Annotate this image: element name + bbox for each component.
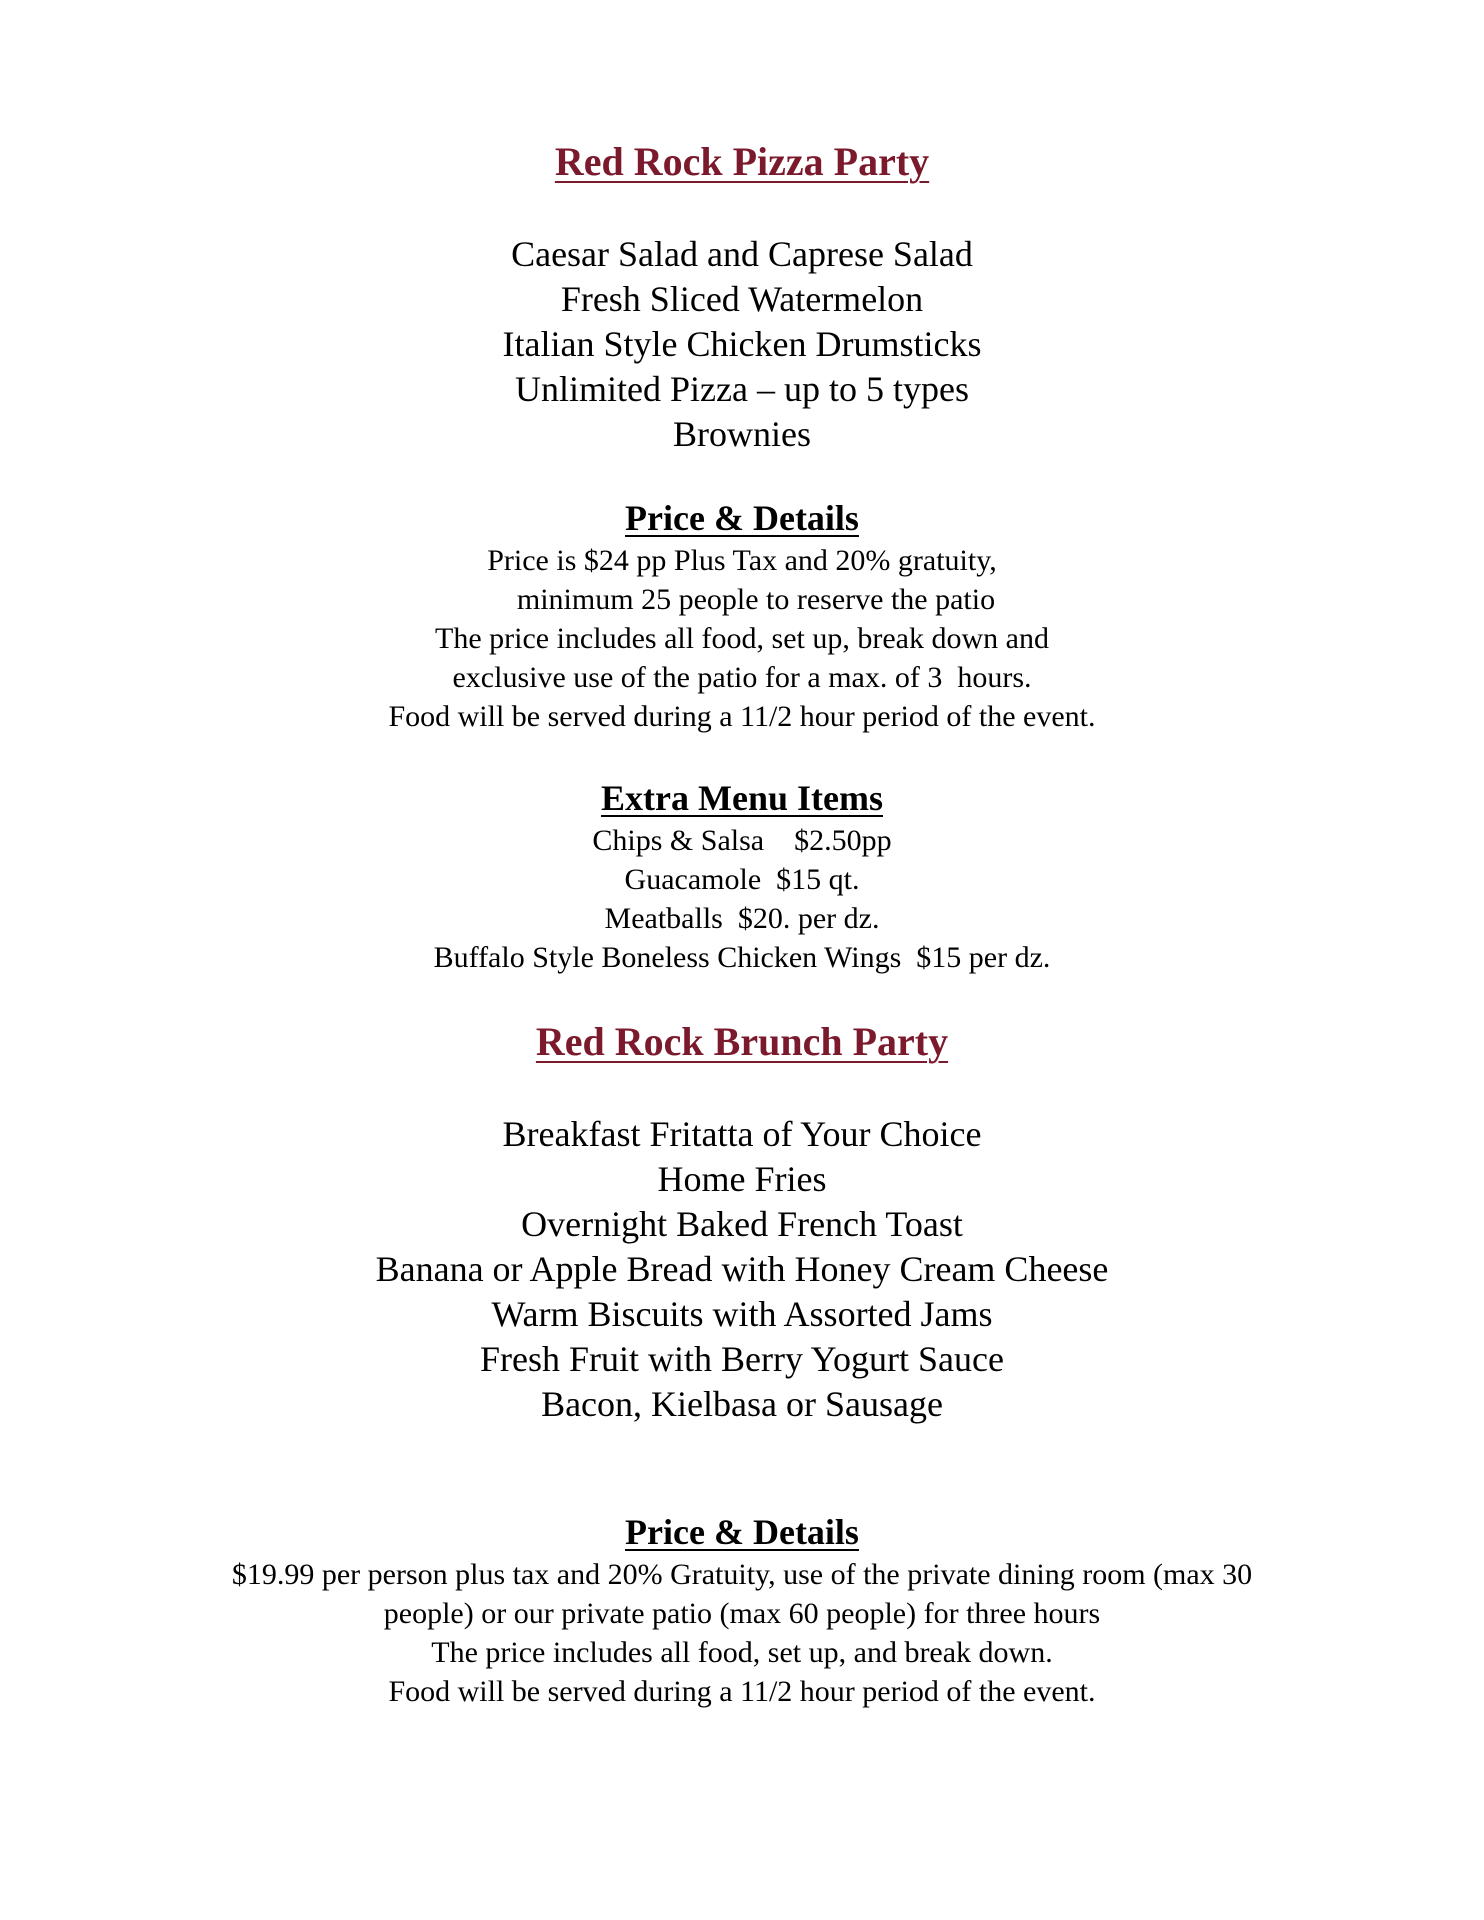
brunch-menu-item: Overnight Baked French Toast — [521, 1204, 963, 1244]
brunch-menu-item: Bacon, Kielbasa or Sausage — [541, 1384, 943, 1424]
pizza-details-line: exclusive use of the patio for a max. of 3 hours. — [452, 661, 1032, 694]
pizza-details-line: Food will be served during a 11/2 hour period of the event. — [388, 700, 1096, 733]
brunch-menu-item: Warm Biscuits with Assorted Jams — [491, 1294, 993, 1334]
pizza-extras-heading: Extra Menu Items — [601, 778, 883, 818]
pizza-details-heading: Price & Details — [625, 498, 859, 538]
pizza-party-title: Red Rock Pizza Party — [554, 139, 930, 184]
pizza-extra-item: Buffalo Style Boneless Chicken Wings $15 per dz. — [433, 941, 1051, 974]
pizza-menu-item: Unlimited Pizza – up to 5 types — [515, 369, 969, 409]
brunch-menu-item: Banana or Apple Bread with Honey Cream Cheese — [375, 1249, 1109, 1289]
brunch-details-line: $19.99 per person plus tax and 20% Gratuity, use of the private dining room (max 30 — [231, 1558, 1253, 1591]
brunch-details-line: Food will be served during a 11/2 hour period of the event. — [388, 1675, 1096, 1708]
pizza-menu-item: Brownies — [673, 414, 811, 454]
brunch-party-title: Red Rock Brunch Party — [535, 1019, 949, 1064]
brunch-menu-item: Home Fries — [657, 1159, 827, 1199]
pizza-menu-item: Fresh Sliced Watermelon — [560, 279, 924, 319]
brunch-details-line: people) or our private patio (max 60 people) for three hours — [383, 1597, 1101, 1630]
pizza-menu-item: Italian Style Chicken Drumsticks — [502, 324, 982, 364]
brunch-details-line: The price includes all food, set up, and break down. — [431, 1636, 1053, 1669]
brunch-menu-item: Fresh Fruit with Berry Yogurt Sauce — [480, 1339, 1004, 1379]
pizza-details-line: Price is $24 pp Plus Tax and 20% gratuity, — [487, 544, 997, 577]
pizza-extra-item: Meatballs $20. per dz. — [604, 902, 880, 935]
pizza-details-line: The price includes all food, set up, break down and — [435, 622, 1049, 655]
brunch-details-heading: Price & Details — [625, 1512, 859, 1552]
pizza-menu-item: Caesar Salad and Caprese Salad — [511, 234, 973, 274]
pizza-extra-item: Guacamole $15 qt. — [624, 863, 860, 896]
pizza-details-line: minimum 25 people to reserve the patio — [516, 583, 996, 616]
brunch-menu-item: Breakfast Fritatta of Your Choice — [502, 1114, 982, 1154]
pizza-extra-item: Chips & Salsa $2.50pp — [592, 824, 892, 857]
